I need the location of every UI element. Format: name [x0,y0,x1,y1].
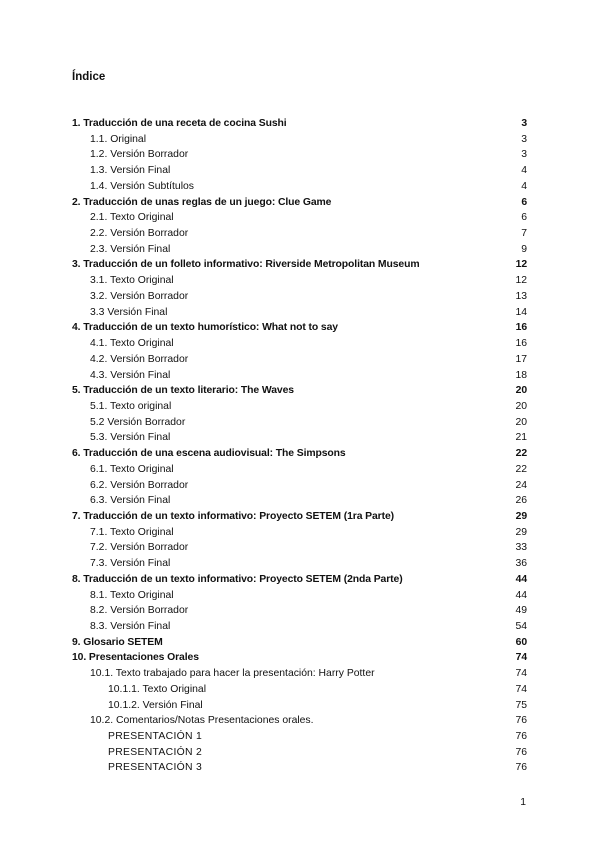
toc-subsection-entry [72,163,527,179]
toc-entry-page: 3 [521,118,527,129]
toc-subsection-entry [72,478,527,494]
toc-entry-page: 21 [515,432,527,444]
toc-section-entry [72,572,527,588]
toc-section-entry [72,509,527,525]
toc-entry-title: 3.1. Texto Original [90,275,174,287]
toc-entry-page: 4 [521,165,527,177]
toc-subsection-entry [72,603,527,619]
toc-subsection-entry [72,540,527,556]
toc-entry-title: PRESENTACIÓN 3 [108,762,203,774]
toc-subsection-entry [72,352,527,368]
toc-entry-title: 5. Traducción de un texto literario: The Waves [72,385,294,397]
toc-entry-title: 1.4. Versión Subtítulos [90,180,194,192]
toc-entry-title: 10.1.2. Versión Final [108,699,203,711]
toc-entry-page: 29 [515,526,527,538]
toc-entry-title: 6.3. Versión Final [90,495,171,507]
toc-subsection-entry [72,666,527,682]
toc-entry-page: 16 [515,322,527,334]
toc-subsection-entry [72,242,527,258]
toc-entry-page: 60 [515,636,527,648]
toc-entry-page: 22 [515,463,527,475]
toc-entry-title: 6.2. Versión Borrador [90,479,189,491]
toc-entry-page: 9 [521,243,527,255]
toc-entry-title: 4.3. Versión Final [90,369,171,381]
toc-entry-title: 4.1. Texto Original [90,338,174,350]
toc-subsection-entry [72,289,527,305]
table-of-contents [72,116,527,776]
toc-section-entry [72,116,527,132]
toc-entry-page: 76 [515,715,527,727]
toc-entry-title: 3.3 Versión Final [90,306,168,318]
toc-subsection-entry [72,305,527,321]
toc-entry-page: 6 [521,196,527,208]
toc-entry-page: 29 [515,510,527,522]
toc-entry-title: 5.1. Texto original [90,400,172,412]
toc-entry-title: 10. Presentaciones Orales [72,652,199,664]
toc-entry-title: 9. Glosario SETEM [72,636,163,648]
toc-subsection-entry [72,682,527,698]
toc-entry-title: 1.1. Original [90,133,147,145]
toc-entry-page: 7 [521,228,527,240]
toc-subsection-entry [72,462,527,478]
toc-entry-page: 74 [515,683,527,695]
toc-entry-title: 5.3. Versión Final [90,432,171,444]
toc-subsection-entry [72,729,527,745]
toc-entry-title: 8.2. Versión Borrador [90,605,189,617]
toc-entry-title: 6.1. Texto Original [90,463,174,475]
toc-entry-title: 10.2. Comentarios/Notas Presentaciones orales. [90,715,314,727]
toc-entry-page: 33 [515,542,527,554]
toc-entry-page: 54 [515,621,527,632]
toc-entry-title: 10.1.1. Texto Original [108,683,206,695]
toc-entry-title: 2.1. Texto Original [90,212,174,224]
toc-subsection-entry [72,588,527,604]
toc-entry-page: 3 [521,133,527,145]
toc-entry-page: 24 [515,479,527,491]
toc-entry-page: 76 [515,762,527,774]
toc-entry-title: 8. Traducción de un texto informativo: Proyecto SETEM (2nda Parte) [72,573,403,585]
toc-subsection-entry [72,698,527,714]
toc-subsection-entry [72,493,527,509]
toc-entry-title: 7. Traducción de un texto informativo: Proyecto SETEM (1ra Parte) [72,510,395,522]
toc-entry-page: 76 [515,746,527,758]
toc-subsection-entry [72,147,527,163]
toc-entry-page: 22 [515,448,527,460]
toc-entry-page: 18 [515,369,527,381]
toc-heading: Índice [72,71,106,83]
page-number: 1 [520,797,526,808]
toc-entry-title: 2. Traducción de unas reglas de un juego: Clue Game [72,196,332,208]
toc-entry-page: 76 [515,731,527,743]
toc-entry-title: 8.3. Versión Final [90,621,171,632]
toc-entry-page: 3 [521,149,527,161]
toc-entry-page: 20 [515,385,527,397]
toc-subsection-entry [72,336,527,352]
toc-entry-page: 14 [515,306,527,318]
toc-subsection-entry [72,399,527,415]
toc-entry-title: 7.3. Versión Final [90,558,171,570]
toc-entry-page: 20 [515,416,527,428]
toc-subsection-entry [72,179,527,195]
toc-entry-title: 2.2. Versión Borrador [90,228,189,240]
toc-entry-title: 10.1. Texto trabajado para hacer la presentación: Harry Potter [90,668,375,680]
toc-entry-page: 13 [515,290,527,302]
toc-subsection-entry [72,368,527,384]
toc-section-entry [72,257,527,273]
toc-entry-title: 4.2. Versión Borrador [90,353,189,365]
toc-subsection-entry [72,619,527,635]
toc-entry-page: 49 [515,605,527,617]
toc-entry-title: 5.2 Versión Borrador [90,416,186,428]
toc-entry-page: 74 [515,652,527,664]
toc-entry-title: PRESENTACIÓN 1 [108,731,203,743]
toc-subsection-entry [72,713,527,729]
toc-entry-title: 7.2. Versión Borrador [90,542,189,554]
toc-entry-title: 2.3. Versión Final [90,243,171,255]
toc-entry-page: 74 [515,668,527,680]
toc-entry-title: PRESENTACIÓN 2 [108,746,203,758]
toc-section-entry [72,383,527,399]
toc-subsection-entry [72,273,527,289]
toc-entry-page: 12 [515,275,527,287]
toc-subsection-entry [72,525,527,541]
toc-entry-page: 44 [515,589,527,601]
toc-entry-page: 17 [515,353,527,365]
toc-subsection-entry [72,556,527,572]
toc-entry-title: 6. Traducción de una escena audiovisual: The Simpsons [72,448,346,460]
toc-subsection-entry [72,415,527,431]
toc-entry-title: 4. Traducción de un texto humorístico: What not to say [72,322,338,334]
toc-section-entry [72,650,527,666]
toc-entry-page: 44 [515,573,527,585]
toc-section-entry [72,195,527,211]
toc-entry-page: 20 [515,400,527,412]
toc-subsection-entry [72,226,527,242]
toc-entry-page: 75 [515,699,527,711]
toc-entry-page: 26 [515,495,527,507]
toc-section-entry [72,635,527,651]
toc-subsection-entry [72,132,527,148]
toc-entry-page: 12 [515,259,527,271]
toc-entry-page: 6 [521,212,527,224]
toc-entry-title: 7.1. Texto Original [90,526,174,538]
toc-section-entry [72,446,527,462]
toc-entry-title: 8.1. Texto Original [90,589,174,601]
toc-entry-title: 1.2. Versión Borrador [90,149,189,161]
toc-section-entry [72,320,527,336]
toc-entry-page: 36 [515,558,527,570]
toc-entry-page: 4 [521,180,527,192]
toc-entry-title: 3. Traducción de un folleto informativo: Riverside Metropolitan Museum [72,259,420,271]
toc-entry-title: 1. Traducción de una receta de cocina Sushi [72,118,287,129]
toc-subsection-entry [72,745,527,761]
toc-entry-title: 1.3. Versión Final [90,165,171,177]
toc-subsection-entry [72,430,527,446]
toc-entry-page: 16 [515,338,527,350]
toc-entry-title: 3.2. Versión Borrador [90,290,189,302]
toc-subsection-entry [72,760,527,776]
toc-subsection-entry [72,210,527,226]
